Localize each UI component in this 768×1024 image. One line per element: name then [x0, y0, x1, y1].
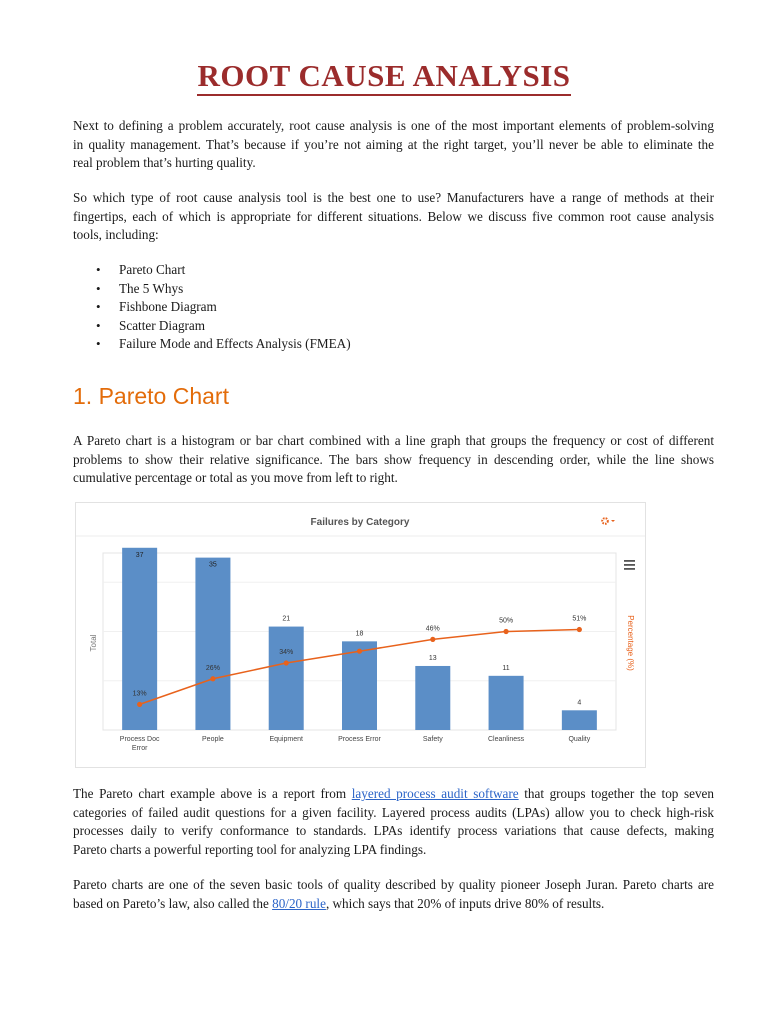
bar: [562, 710, 597, 730]
bar: [342, 641, 377, 730]
bar: [489, 676, 524, 730]
bar: [269, 627, 304, 730]
text-line: So which type of root cause analysis tool is the best one to use? Manufacturers have a range of methods at their: [73, 190, 714, 205]
text-line: cumulative percentage or total as you move from left to right.: [73, 470, 398, 485]
percent-label: 13%: [132, 690, 147, 698]
bar-value-label: 4: [577, 699, 582, 707]
x-tick-label: Error: [131, 745, 148, 752]
bar-value-label: 18: [355, 630, 364, 638]
bar-value-label: 11: [502, 664, 510, 672]
percent-label: 26%: [205, 664, 220, 672]
pareto-chart-frame: [75, 502, 646, 768]
80-20-rule-link[interactable]: 80/20 rule: [272, 895, 326, 911]
text-line: tools, including:: [73, 227, 159, 242]
list-item: • Fishbone Diagram: [96, 298, 351, 317]
line-point: [210, 676, 215, 681]
methods-paragraph: [73, 189, 714, 245]
percent-label: 34%: [279, 649, 294, 657]
pareto-paragraph: [73, 432, 714, 488]
x-tick-label: Cleanliness: [487, 736, 525, 743]
layered-process-audit-link[interactable]: layered process audit software: [351, 786, 519, 801]
intro-paragraph: [73, 117, 714, 173]
line-point: [357, 649, 362, 654]
bar: [195, 558, 230, 730]
y2-axis-label: Percentage (%): [626, 615, 635, 671]
list-item: • Failure Mode and Effects Analysis (FMEA): [96, 335, 351, 354]
text-line: in quality management. That’s because if you’re not aiming at the right target, you’ll never be able to eliminate the: [73, 136, 714, 152]
bar-value-label: 35: [209, 561, 217, 569]
pareto-chart: [76, 503, 645, 767]
list-item: • The 5 Whys: [96, 280, 351, 299]
line-point: [284, 660, 289, 665]
percent-label: 51%: [572, 615, 587, 623]
text-line: real problem that’s hurting quality.: [73, 155, 256, 170]
text-line: based on Pareto’s law, also called the 80/20 rule, which says that 20% of inputs drive 80% of results.: [73, 895, 605, 911]
percent-label: 50%: [499, 617, 514, 625]
percent-label: 46%: [425, 625, 440, 633]
text-line: processes daily to verify conformance to standards. LPAs identify process variations that cause defects, making: [73, 823, 714, 838]
text-line: problems to show their relative significance. The bars show frequency in descending order, while the line shows: [73, 451, 714, 467]
bar: [415, 666, 450, 730]
text-line: The Pareto chart example above is a report from layered process audit software that groups together the top seven: [73, 786, 714, 801]
x-tick-label: Process Error: [338, 736, 381, 743]
x-tick-label: People: [202, 736, 224, 743]
text-line: categories of failed audit questions for a given facility. Layered process audits (LPAs) allow you to check high-risk: [73, 804, 714, 820]
text-line: fingertips, each of which is appropriate for different situations. Below we discuss five common root cause analysis: [73, 208, 714, 224]
pareto-law-paragraph: [73, 876, 714, 913]
chart-explanation-paragraph: [73, 785, 714, 859]
x-tick-label: Safety: [422, 736, 443, 743]
hamburger-icon[interactable]: [624, 560, 635, 562]
tools-list: [96, 261, 351, 354]
bar-value-label: 13: [428, 654, 437, 662]
text-line: Pareto charts a powerful reporting tool for analyzing LPA findings.: [73, 841, 427, 857]
text-line: A Pareto chart is a histogram or bar chart combined with a line graph that groups the frequency or cost of different: [73, 433, 714, 448]
line-point: [430, 637, 435, 642]
x-tick-label: Quality: [568, 736, 591, 743]
line-point: [577, 627, 582, 632]
chart-title: Failures by Category: [310, 517, 410, 528]
text-line: Next to defining a problem accurately, root cause analysis is one of the most important elements of problem-solving: [73, 118, 714, 133]
list-item: • Pareto Chart: [96, 261, 351, 280]
text-line: Pareto charts are one of the seven basic tools of quality described by quality pioneer Joseph Juran. Pareto charts are: [73, 877, 714, 892]
x-tick-label: Equipment: [269, 736, 303, 743]
page-title: ROOT CAUSE ANALYSIS: [0, 58, 768, 94]
hamburger-icon[interactable]: [624, 568, 635, 570]
section-heading: 1. Pareto Chart: [73, 383, 229, 409]
x-tick-label: Process Doc: [119, 736, 160, 743]
y-axis-label: Total: [89, 634, 98, 652]
list-item: • Scatter Diagram: [96, 317, 351, 336]
line-point: [503, 629, 508, 634]
line-point: [137, 702, 142, 707]
gear-icon[interactable]: [602, 518, 608, 524]
hamburger-icon[interactable]: [624, 564, 635, 566]
bar-value-label: 37: [135, 551, 144, 559]
bar-value-label: 21: [282, 615, 291, 623]
chevron-down-icon: [611, 520, 615, 522]
